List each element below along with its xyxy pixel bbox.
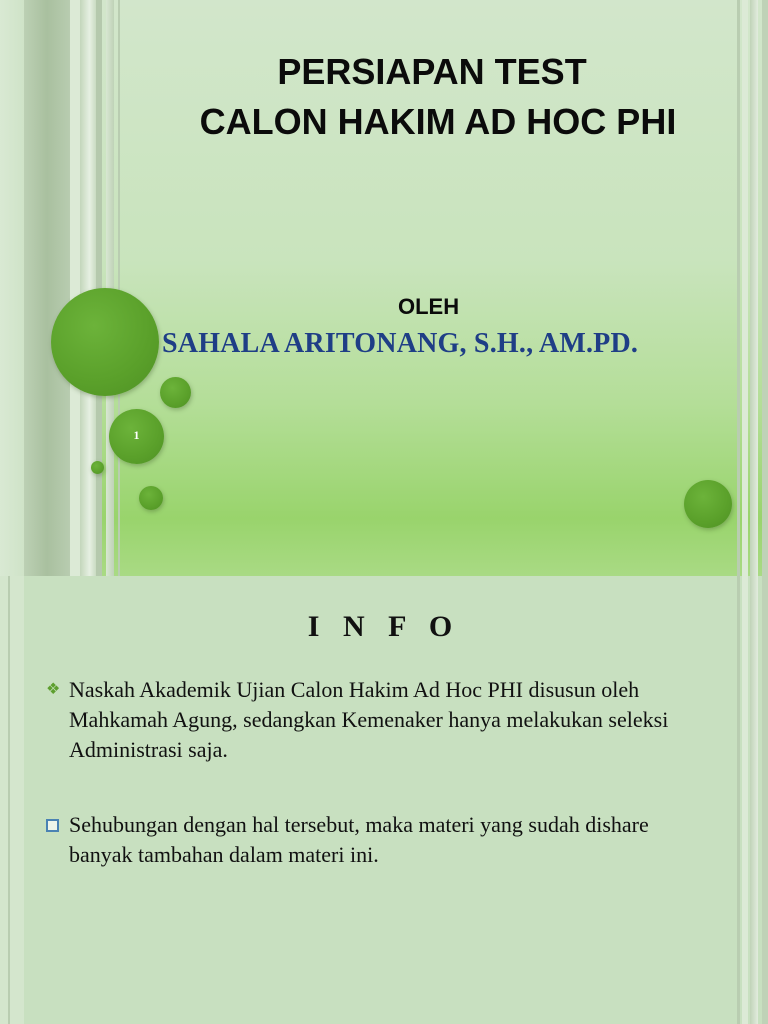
decor-circle-small (160, 377, 191, 408)
bullet-text: Naskah Akademik Ujian Calon Hakim Ad Hoc PHI disusun oleh Mahkamah Agung, sedangkan Kemenaker hanya melakukan seleksi Administrasi saja. (69, 677, 669, 762)
bullet-item (46, 810, 706, 870)
page-number: 1 (133, 428, 140, 442)
decor-circle-medium (684, 480, 732, 528)
diamond-bullet-icon: ❖ (46, 681, 61, 698)
square-bullet-icon (46, 810, 64, 843)
decor-stripe (24, 0, 70, 576)
bullet-item (46, 675, 706, 765)
info-heading: I N F O (307, 610, 461, 643)
decor-stripe (742, 0, 748, 576)
decor-stripe (70, 0, 80, 576)
slide-title-line1: PERSIAPAN TEST (277, 51, 587, 92)
decor-stripe (0, 0, 24, 576)
decor-stripe (80, 0, 96, 576)
by-label: OLEH (398, 294, 460, 319)
info-slide (0, 576, 768, 1024)
decor-stripe (762, 0, 768, 576)
bullet-text: Sehubungan dengan hal tersebut, maka materi yang sudah dishare banyak tambahan dalam materi ini. (69, 812, 649, 867)
slide-title-line2: CALON HAKIM AD HOC PHI (199, 101, 677, 142)
decor-stripe (737, 0, 740, 576)
decor-circle-tiny (91, 461, 104, 474)
decor-circle-small (139, 486, 163, 510)
decor-stripe (750, 0, 758, 576)
author-name: SAHALA ARITONANG, S.H., AM.PD. (162, 328, 639, 359)
decor-circle-large (51, 288, 159, 396)
decor-stripe (118, 0, 120, 576)
